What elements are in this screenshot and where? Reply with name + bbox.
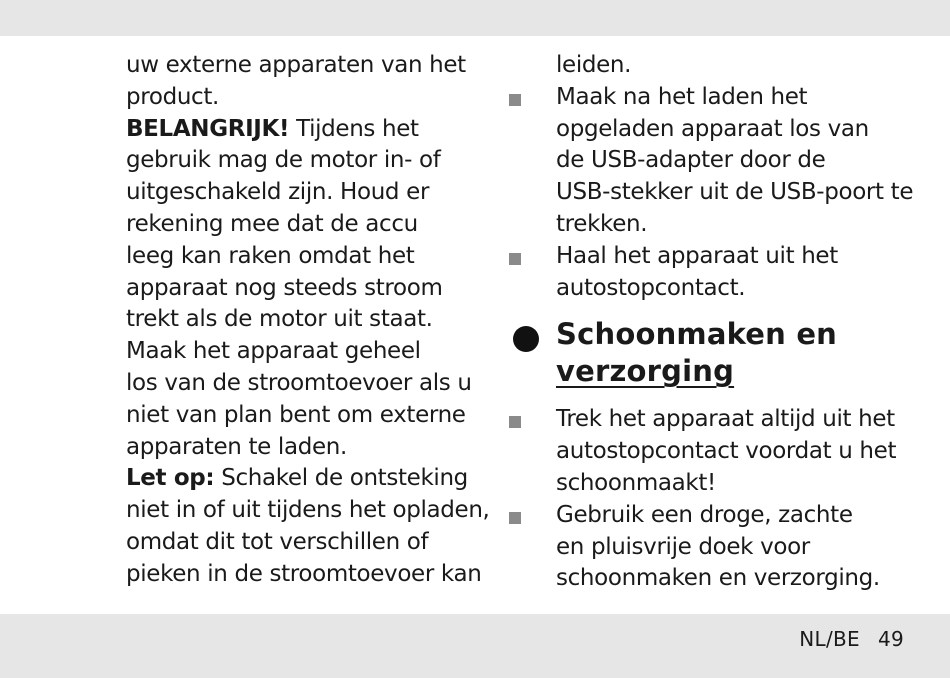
- text-line: apparaten te laden.: [126, 433, 347, 460]
- text-line: Maak het apparaat geheel: [126, 338, 421, 365]
- bullet-item: Gebruik een droge, zachte en pluisvrije doek voor schoonmaken en verzorging.: [508, 500, 928, 595]
- continuation-text: leiden.: [556, 52, 632, 78]
- square-bullet-icon: [509, 512, 521, 524]
- text-line: pieken in de stroomtoevoer kan: [126, 560, 482, 587]
- bullet-item: Haal het apparaat uit het autostopcontact.: [508, 241, 928, 305]
- text-line: trekt als de motor uit staat.: [126, 306, 433, 333]
- important-note-line: BELANGRIJK! Tijdens het: [126, 115, 419, 142]
- text-line: niet van plan bent om externe: [126, 401, 466, 428]
- right-column: [508, 50, 928, 595]
- left-column: [126, 50, 490, 591]
- top-band: [0, 0, 950, 36]
- text-line: omdat dit tot verschillen of: [126, 528, 429, 555]
- text-line: rekening mee dat de accu: [126, 210, 418, 237]
- square-bullet-icon: [509, 416, 521, 428]
- text-line: niet in of uit tijdens het opladen,: [126, 497, 490, 524]
- bullet-item: Trek het apparaat altijd uit het autostopcontact voordat u het schoonmaakt!: [508, 404, 928, 499]
- text-line: uw externe apparaten van het: [126, 52, 466, 78]
- square-bullet-icon: [509, 253, 521, 265]
- square-bullet-icon: [509, 94, 521, 106]
- important-label: BELANGRIJK!: [126, 115, 290, 142]
- text-line: apparaat nog steeds stroom: [126, 274, 443, 301]
- section-title-underlined: verzorging: [556, 354, 735, 389]
- caution-note-line: Let op: Schakel de ontsteking: [126, 465, 468, 492]
- page-number: 49: [877, 627, 904, 651]
- text-line: product.: [126, 83, 219, 110]
- caution-label: Let op:: [126, 465, 215, 492]
- bullet-item: Maak na het laden het opgeladen apparaat los van de USB-adapter door de USB-stekker uit de USB-poort te trekken.: [508, 82, 928, 241]
- text-line: uitgeschakeld zijn. Houd er: [126, 179, 430, 206]
- round-bullet-icon: [513, 326, 539, 352]
- section-heading: Schoonmaken en verzorging: [508, 316, 928, 390]
- text-line: leeg kan raken omdat het: [126, 242, 415, 269]
- text-line: gebruik mag de motor in- of: [126, 147, 441, 174]
- region-label: NL/BE: [799, 627, 860, 651]
- page-footer: [799, 627, 904, 651]
- text-line: los van de stroomtoevoer als u: [126, 369, 472, 396]
